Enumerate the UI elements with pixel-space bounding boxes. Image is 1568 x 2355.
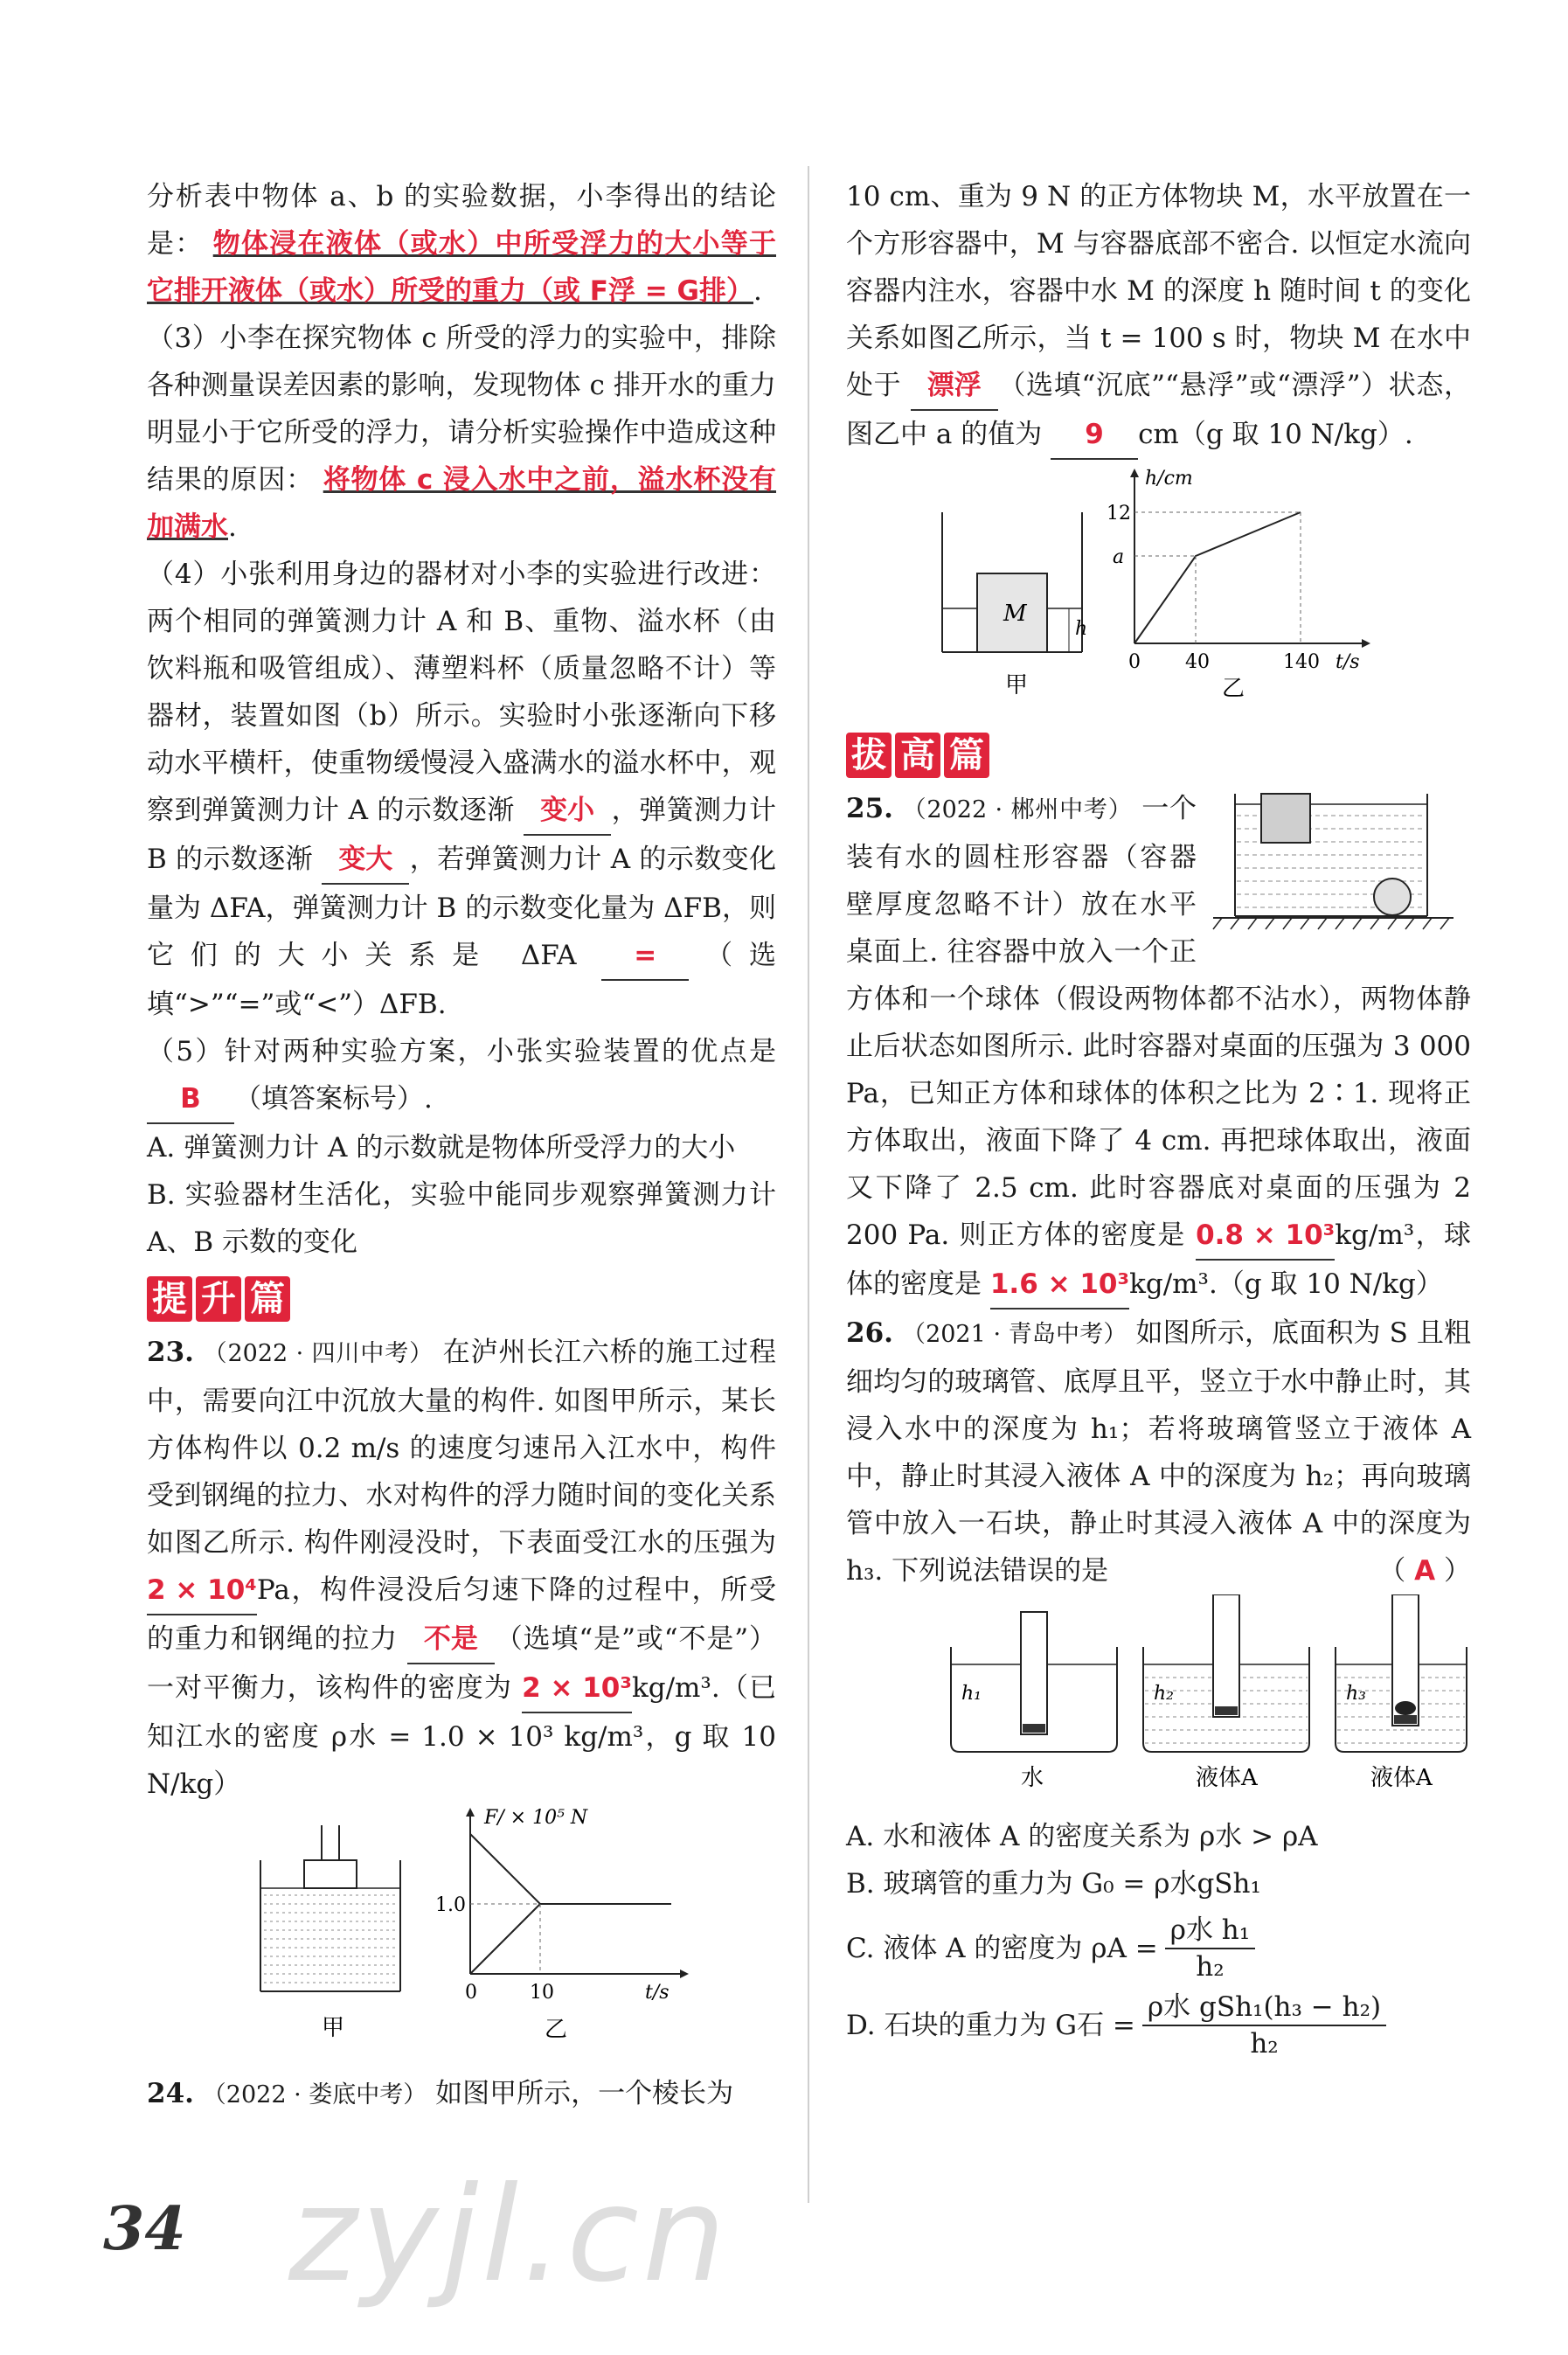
fig24-ya: a [1113,546,1125,568]
answer-advantage: B [147,1075,234,1124]
fig24-graph [1107,468,1370,702]
fig23-x0: 0 [465,1982,477,2004]
fig23-caption-jia: 甲 [322,2015,345,2041]
figure-23 [147,1808,776,2070]
q26-option-b: B. 玻璃管的重力为 G₀ = ρ水gSh₁ [846,1868,1261,1900]
question-5: （5）针对两种实验方案，小张实验装置的优点是 B （填答案标号）. [147,1028,776,1124]
fig26-caption-liquid-a-2: 液体A [1370,1765,1433,1791]
question-25: 25. （2022 · 郴州中考） 一个装有水的圆柱形容器（容器壁厚度忽略不计）放在水平桌面上. 往容器中放入一个正方体和一个球体（假设两物体都不沾水），两物体静止后状态如图所示. 此时容器对桌面的压强为 3 000 Pa，已知正方体和球体的体积之比为 2∶1. 现将正方体取出，液面下降了 4 cm. 再把球体取出，液面又下降了 2.5 cm. 此时容器底对桌面的压强为 2 200 Pa. 则正方体的密度是 0.8 × 10³kg/m³，球体的密度是 1.6 × 10³kg/m³.（g 取 10 N/kg） [846,785,1471,1309]
right-column [846,173,1471,2061]
fig26-caption-water: 水 [1021,1765,1044,1791]
fig26-tube-liquid-a-stone [1336,1594,1467,1791]
fraction-c: ρ水 h₁ h₂ [1165,1913,1255,1984]
answer-cube-density: 0.8 × 10³ [1196,1212,1335,1261]
section-header-bagao: 拔 高 篇 [846,733,1471,778]
fig23-caption-yi: 乙 [545,2017,568,2043]
fig26-tube-liquid-a [1143,1594,1309,1791]
answer-state: 漂浮 [911,362,998,411]
answer-a-value: 9 [1051,411,1138,460]
answer-conclusion: 物体浸在液体（或水）中所受浮力的大小等于它排开液体（或水）所受的重力（或 F浮 = G排） [147,228,777,307]
section-header-tisheng: 提 升 篇 [147,1276,776,1322]
q26-option-c: C. 液体 A 的密度为 ρA = ρ水 h₁ h₂ [846,1913,1471,1984]
question-24: 24. （2022 · 娄底中考） 如图甲所示，一个棱长为 [147,2078,734,2109]
figure-26 [846,1594,1471,1813]
fig24-xlabel: t/s [1336,651,1360,673]
fig24-x0: 0 [1128,651,1141,673]
answer-density: 2 × 10³ [522,1664,632,1713]
fig23-xlabel: t/s [645,1982,670,2004]
fig24-container [942,512,1087,698]
answer-q26: A [1414,1555,1436,1587]
page-number: 34 [103,2194,186,2264]
left-column [147,173,776,2119]
answer-spring-a: 变小 [524,787,611,836]
fig26-tube-water [951,1612,1117,1791]
fig24-caption-jia: 甲 [1005,672,1029,698]
answer-reason: 将物体 c 浸入水中之前，溢水杯没有加满水 [147,464,777,543]
fig24-caption-yi: 乙 [1222,676,1245,702]
fig24-ylabel: h/cm [1145,468,1193,490]
question-23: 23. （2022 · 四川中考） 在泸州长江六桥的施工过程中，需要向江中沉放大量的构件. 如图甲所示，某长方体构件以 0.2 m/s 的速度匀速吊入江水中，构件受到钢绳的拉力、水对构件的浮力随时间的变化关系如图乙所示. 构件刚浸没时，下表面受江水的压强为 2 × 10⁴Pa，构件浸没后匀速下降的过程中，所受的重力和钢绳的拉力 不是 （选填“是”或“不是”）一对平衡力，该构件的密度为 2 × 10³kg/m³.（已知江水的密度 ρ水 = 1.0 × 10³ kg/m³，g 取 10 N/kg） [147,1337,777,1800]
fig23-graph [435,1808,689,2043]
fig24-x140: 140 [1283,651,1320,673]
fig23-ytick: 1.0 [435,1894,466,1916]
question-4: （4）小张利用身边的器材对小李的实验进行改进：两个相同的弹簧测力计 A 和 B、重物、溢水杯（由饮料瓶和吸管组成）、薄塑料杯（质量忽略不计）等器材，装置如图（b）所示。实验时小张逐渐向下移动水平横杆，使重物缓慢浸入盛满水的溢水杯中，观察到弹簧测力计 A 的示数逐渐 变小 ，弹簧测力计 B 的示数逐渐 变大 ，若弹簧测力计 A 的示数变化量为 ΔFA，弹簧测力计 B 的示数变化量为 ΔFB，则它们的大小关系是 ΔFA = （选填“>”“=”或“<”）ΔFB. [147,559,777,1020]
fig26-h1: h₁ [961,1683,982,1705]
question-26: 26. （2021 · 青岛中考） 如图所示，底面积为 S 且粗细均匀的玻璃管、底厚且平，竖立于水中静止时，其浸入水中的深度为 h₁；若将玻璃管竖立于液体 A 中，静止时其浸入液体 A 中的深度为 h₂；再向玻璃管中放入一石块，静止时其浸入液体 A 中的深度为 h₃. 下列说法错误的是 （ A ） [846,1317,1472,1587]
figure-24 [846,460,1471,722]
question-3: （3）小李在探究物体 c 所受的浮力的实验中，排除各种测量误差因素的影响，发现物体 c 排开水的重力明显小于它所受的浮力，请分析实验操作中造成这种结果的原因： 将物体 c 浸入水中之前，溢水杯没有加满水. [147,323,777,543]
question-24-cont: 10 cm、重为 9 N 的正方体物块 M，水平放置在一个方形容器中，M 与容器底部不密合. 以恒定水流向容器内注水，容器中水 M 的深度 h 随时间 t 的变化关系如图乙所示，当 t = 100 s 时，物块 M 在水中处于 漂浮 （选填“沉底”“悬浮”或“漂浮”）状态，图乙中 a 的值为 9 cm（g 取 10 N/kg）. [846,173,1471,460]
fig23-x10: 10 [530,1982,554,2004]
fig23-ylabel: F/ × 10⁵ N [484,1808,588,1829]
fraction-d: ρ水 gSh₁(h₃ − h₂) h₂ [1142,1990,1386,2061]
figure-25 [1209,785,1471,960]
column-divider [808,166,809,2203]
answer-relation: = [601,932,689,981]
question-25-block [846,785,1471,1309]
fig24-y12: 12 [1107,503,1131,524]
q26-option-a: A. 水和液体 A 的密度关系为 ρ水 > ρA [846,1821,1318,1852]
fig24-x40: 40 [1185,651,1210,673]
option-a: A. 弹簧测力计 A 的示数就是物体所受浮力的大小 [147,1132,736,1164]
analysis-paragraph: 分析表中物体 a、b 的实验数据，小李得出的结论是： 物体浸在液体（或水）中所受浮力的大小等于它排开液体（或水）所受的重力（或 F浮 = G排）. [147,181,777,307]
fig26-h3: h₃ [1346,1683,1366,1705]
option-b: B. 实验器材生活化，实验中能同步观察弹簧测力计 A、B 示数的变化 [147,1179,776,1258]
fig23-container [260,1825,400,2041]
answer-spring-b: 变大 [322,836,409,885]
answer-ball-density: 1.6 × 10³ [990,1261,1129,1309]
fig26-h2: h₂ [1154,1683,1174,1705]
fig24-h-label: h [1075,618,1088,640]
fig26-caption-liquid-a-1: 液体A [1196,1765,1258,1791]
answer-balance: 不是 [407,1615,495,1664]
q26-option-d: D. 石块的重力为 G石 = ρ水 gSh₁(h₃ − h₂) h₂ [846,1990,1471,2061]
watermark: zyjl.cn [288,2159,730,2311]
answer-pressure: 2 × 10⁴ [147,1567,257,1615]
fig24-m-label: M [1003,601,1027,627]
